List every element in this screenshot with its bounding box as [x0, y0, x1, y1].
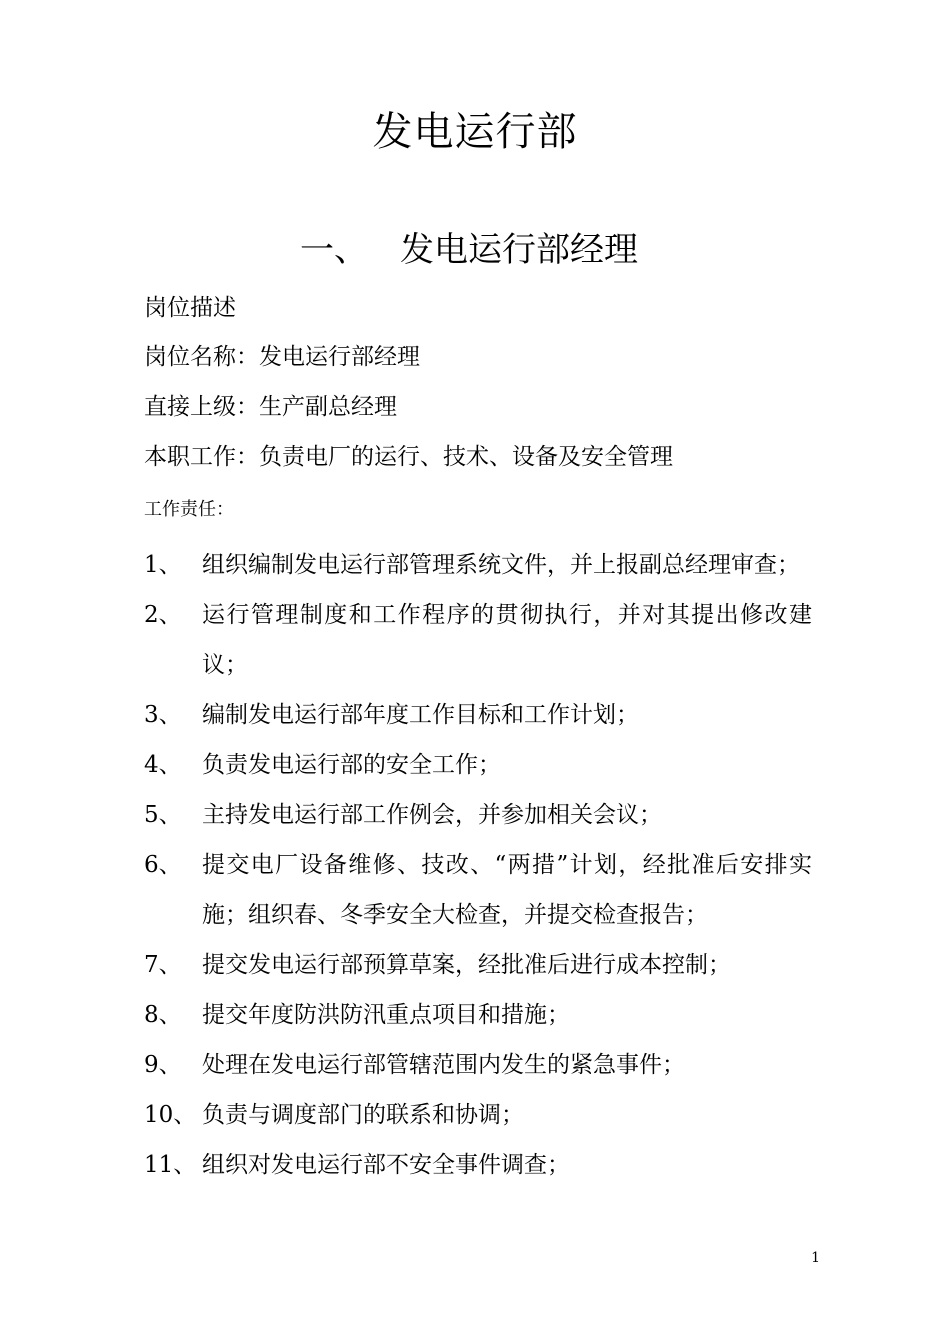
- responsibility-list: [144, 540, 824, 1190]
- direct-superior: 直接上级：生产副总经理: [144, 394, 397, 420]
- item-number: 3、: [144, 702, 182, 728]
- item-number: 10、: [144, 1102, 197, 1128]
- main-duty: 本职工作：负责电厂的运行、技术、设备及安全管理: [144, 444, 673, 470]
- item-text: 处理在发电运行部管辖范围内发生的紧急事件；: [202, 1052, 685, 1078]
- position-name: 岗位名称：发电运行部经理: [144, 344, 420, 370]
- item-text: 负责发电运行部的安全工作；: [202, 752, 501, 778]
- item-text: 提交电厂设备维修、技改、“两措”计划，经批准后安排实施；组织春、冬季安全大检查，并提交检查报告；: [202, 852, 812, 928]
- description-label: 岗位描述: [144, 295, 236, 321]
- item-text: 提交发电运行部预算草案，经批准后进行成本控制；: [202, 952, 731, 978]
- list-item: [144, 1140, 824, 1190]
- section-number: 一、: [300, 230, 368, 270]
- item-text: 组织编制发电运行部管理系统文件，并上报副总经理审查；: [202, 552, 800, 578]
- item-number: 4、: [144, 752, 182, 778]
- list-item: [144, 1090, 824, 1140]
- list-item: [144, 840, 824, 940]
- item-text: 主持发电运行部工作例会，并参加相关会议；: [202, 802, 662, 828]
- document-title: 发电运行部: [372, 109, 578, 155]
- item-number: 8、: [144, 1002, 182, 1028]
- item-text: 运行管理制度和工作程序的贯彻执行，并对其提出修改建议；: [202, 602, 812, 678]
- list-item: [144, 940, 824, 990]
- list-item: [144, 990, 824, 1040]
- item-number: 7、: [144, 952, 182, 978]
- list-item: [144, 690, 824, 740]
- list-item: [144, 1040, 824, 1090]
- item-number: 5、: [144, 802, 182, 828]
- list-item: [144, 590, 824, 690]
- item-number: 6、: [144, 852, 182, 878]
- list-item: [144, 790, 824, 840]
- item-number: 11、: [144, 1152, 197, 1178]
- section-heading: [300, 229, 900, 271]
- list-item: [144, 740, 824, 790]
- page-number: 1: [811, 1250, 820, 1266]
- item-text: 提交年度防洪防汛重点项目和措施；: [202, 1002, 570, 1028]
- item-text: 编制发电运行部年度工作目标和工作计划；: [202, 702, 639, 728]
- item-number: 1、: [144, 552, 182, 578]
- responsibilities-label: 工作责任：: [144, 499, 234, 520]
- list-item: [144, 540, 824, 590]
- section-title: 发电运行部经理: [400, 230, 638, 270]
- item-text: 组织对发电运行部不安全事件调查；: [202, 1152, 570, 1178]
- item-number: 9、: [144, 1052, 182, 1078]
- item-number: 2、: [144, 602, 182, 628]
- item-text: 负责与调度部门的联系和协调；: [202, 1102, 524, 1128]
